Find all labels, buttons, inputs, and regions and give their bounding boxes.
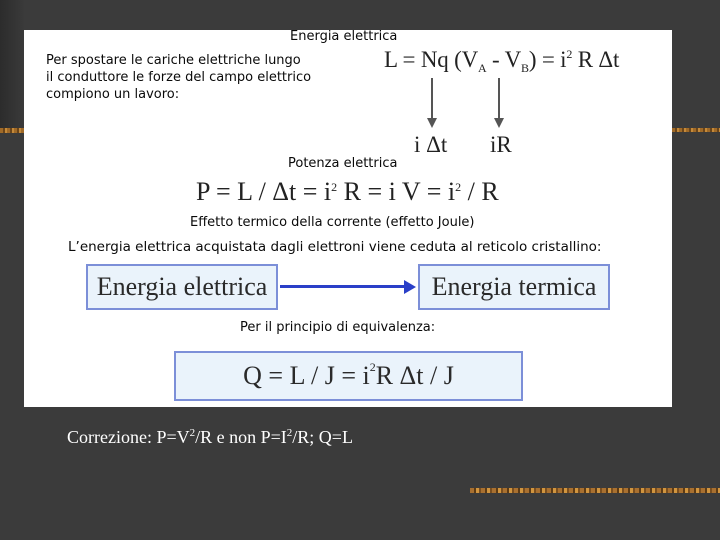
right-arrow-icon — [404, 280, 416, 294]
correction-text-3: /R; Q=L — [292, 427, 353, 447]
box-energia-elettrica — [86, 264, 278, 310]
heading-energia-elettrica: Energia elettrica — [290, 29, 398, 44]
correction-text-2: /R e non P=I — [195, 427, 287, 447]
formula-potenza-part1: P = L / Δt = i — [196, 177, 332, 206]
decorative-dark-stripe — [0, 0, 24, 130]
box-energia-termica-label: Energia termica — [431, 272, 597, 301]
formula-equivalenza-part2: R Δt / J — [375, 361, 454, 390]
down-arrow-left-head — [427, 118, 437, 128]
label-i-delta-t: i Δt — [414, 132, 448, 157]
formula-equivalenza-part1: Q = L / J = i — [243, 361, 370, 390]
box-energia-elettrica-label: Energia elettrica — [96, 272, 268, 301]
decorative-stripe-right — [672, 128, 720, 132]
formula-potenza-sup2: 2 — [455, 180, 462, 194]
decorative-stripe-left — [0, 128, 24, 133]
box-energia-termica — [418, 264, 610, 310]
formula-potenza-sup1: 2 — [331, 180, 338, 194]
formula-lavoro-mid: - V — [486, 47, 522, 72]
decorative-stripe-bottom — [470, 488, 720, 493]
formula-lavoro-rhs1: ) = i — [528, 47, 567, 72]
box-formula-equivalenza — [174, 351, 523, 401]
correction-text-1: Correzione: P=V — [67, 427, 190, 447]
down-arrow-right-head — [494, 118, 504, 128]
formula-lavoro-sub-a: A — [478, 61, 487, 75]
heading-principio-equivalenza: Per il principio di equivalenza: — [240, 320, 436, 335]
formula-lavoro-rhs2: R Δt — [572, 47, 620, 72]
formula-equivalenza-sup: 2 — [369, 359, 376, 374]
label-i-r: iR — [490, 132, 512, 157]
correction-note — [67, 427, 353, 448]
correction-sup-1: 2 — [189, 427, 196, 439]
formula-potenza-part2: R = i V = i — [337, 177, 456, 206]
correction-sup-2: 2 — [286, 427, 293, 439]
formula-lavoro — [384, 47, 619, 73]
slide-image-panel — [24, 30, 672, 407]
heading-potenza-elettrica: Potenza elettrica — [288, 156, 398, 171]
formula-potenza-part3: / R — [461, 177, 499, 206]
formula-lavoro-sup: 2 — [566, 47, 573, 61]
intro-paragraph: Per spostare le cariche elettriche lungo il conduttore le forze del campo elettrico compiono un lavoro: — [46, 53, 312, 102]
sentence-reticolo: L’energia elettrica acquistata dagli elettroni viene ceduta al reticolo cristallino: — [68, 239, 602, 255]
formula-lavoro-sub-b: B — [521, 61, 529, 75]
formula-potenza — [196, 177, 499, 207]
down-arrow-right-line — [498, 78, 500, 120]
heading-effetto-joule: Effetto termico della corrente (effetto Joule) — [190, 215, 475, 230]
formula-lavoro-lhs: L = Nq (V — [384, 47, 478, 72]
right-arrow-line — [280, 285, 406, 288]
down-arrow-left-line — [431, 78, 433, 120]
